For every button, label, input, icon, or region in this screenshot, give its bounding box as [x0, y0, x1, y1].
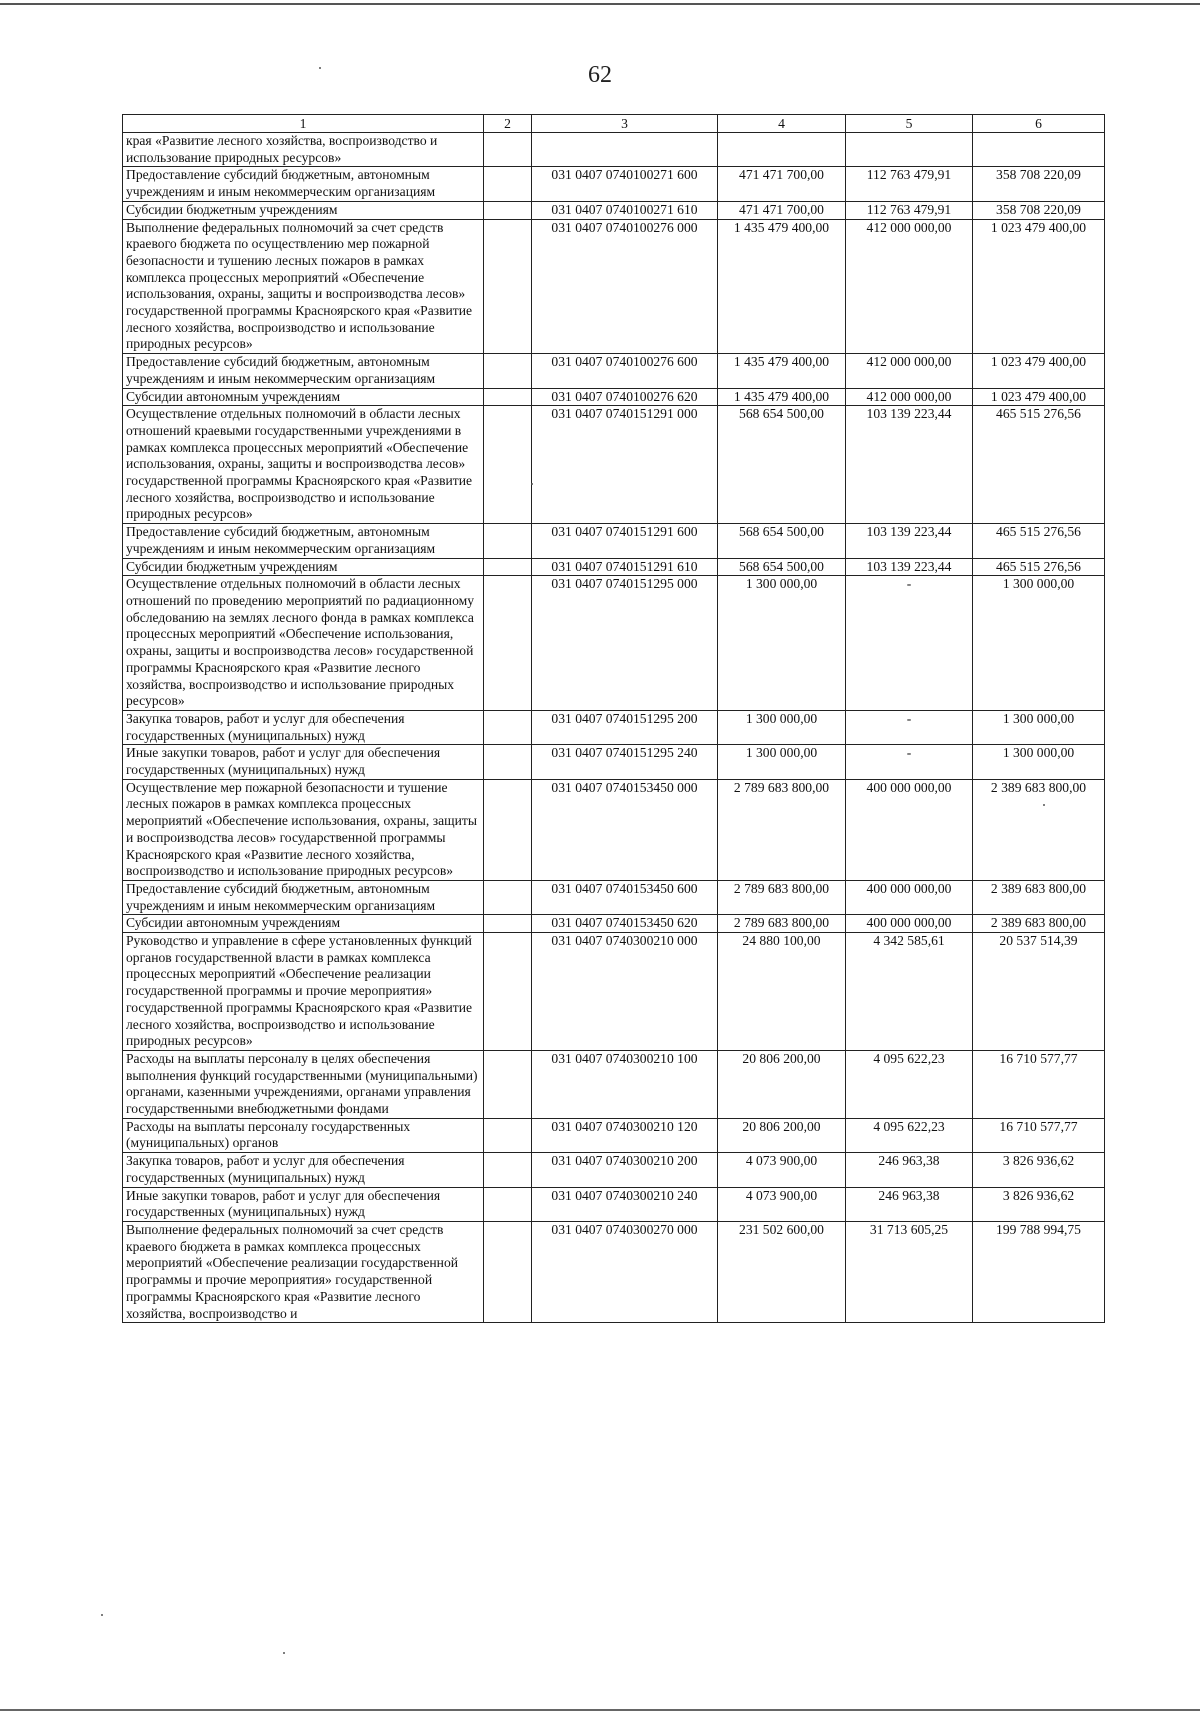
row-executed-amount-cell: 4 095 622,23 [846, 1050, 973, 1118]
row-col2-cell [484, 880, 532, 914]
table-row [123, 710, 1105, 744]
table-row [123, 354, 1105, 388]
row-plan-amount-cell [718, 133, 846, 167]
row-executed-amount-cell: - [846, 576, 973, 711]
row-name-cell: края «Развитие лесного хозяйства, воспроизводство и использование природных ресурсов» [123, 133, 484, 167]
table-row [123, 524, 1105, 558]
table-row [123, 1050, 1105, 1118]
table-row [123, 1187, 1105, 1221]
row-name-cell: Руководство и управление в сфере установленных функций органов государственной власти в рамках комплекса процессных мероприятий «Обеспечение реализации государственной программы и прочие мероприятия» государственной программы Красноярского края «Развитие лесного хозяйства, воспроизводство и использование природных ресурсов» [123, 933, 484, 1051]
scan-speck [283, 1652, 285, 1654]
table-row [123, 167, 1105, 201]
row-executed-amount-cell: 103 139 223,44 [846, 524, 973, 558]
row-name-cell: Выполнение федеральных полномочий за счет средств краевого бюджета в рамках комплекса процессных мероприятий «Обеспечение реализации государственной программы и прочие мероприятия» государственной программы Красноярского края «Развитие лесного хозяйства, воспроизводство и [123, 1222, 484, 1323]
table-row [123, 1153, 1105, 1187]
row-col2-cell [484, 745, 532, 779]
row-col2-cell [484, 558, 532, 576]
row-code-cell: 031 0407 0740300210 000 [532, 933, 718, 1051]
row-col2-cell [484, 1187, 532, 1221]
row-plan-amount-cell: 4 073 900,00 [718, 1153, 846, 1187]
table-row [123, 933, 1105, 1051]
row-col2-cell [484, 915, 532, 933]
row-code-cell: 031 0407 0740100276 000 [532, 219, 718, 354]
row-code-cell: 031 0407 0740300210 240 [532, 1187, 718, 1221]
row-col2-cell [484, 710, 532, 744]
table-row [123, 915, 1105, 933]
row-code-cell: 031 0407 0740151295 000 [532, 576, 718, 711]
row-code-cell: 031 0407 0740151291 000 [532, 406, 718, 524]
row-remaining-amount-cell: 1 300 000,00 [973, 745, 1105, 779]
row-name-cell: Иные закупки товаров, работ и услуг для обеспечения государственных (муниципальных) нужд [123, 1187, 484, 1221]
row-plan-amount-cell: 471 471 700,00 [718, 167, 846, 201]
table-body [123, 133, 1105, 1323]
scan-speck [101, 1614, 103, 1616]
row-name-cell: Осуществление отдельных полномочий в области лесных отношений по проведению мероприятий по радиационному обследованию на землях лесного фонда в рамках комплекса процессных мероприятий «Обеспечение использования, охраны, защиты и воспроизводства лесов» государственной программы Красноярского края «Развитие лесного хозяйства, воспроизводство и использование природных ресурсов» [123, 576, 484, 711]
row-remaining-amount-cell: 2 389 683 800,00 [973, 915, 1105, 933]
scan-speck [319, 67, 321, 69]
row-plan-amount-cell: 568 654 500,00 [718, 524, 846, 558]
scan-speck [531, 483, 533, 485]
row-col2-cell [484, 524, 532, 558]
budget-table [122, 114, 1105, 1323]
table-row [123, 133, 1105, 167]
budget-table-container [122, 114, 1105, 1323]
row-name-cell: Предоставление субсидий бюджетным, автономным учреждениям и иным некоммерческим организациям [123, 524, 484, 558]
page-number: 62 [588, 62, 612, 88]
row-name-cell: Предоставление субсидий бюджетным, автономным учреждениям и иным некоммерческим организациям [123, 167, 484, 201]
row-plan-amount-cell: 471 471 700,00 [718, 201, 846, 219]
row-name-cell: Субсидии бюджетным учреждениям [123, 201, 484, 219]
row-name-cell: Субсидии автономным учреждениям [123, 915, 484, 933]
row-plan-amount-cell: 24 880 100,00 [718, 933, 846, 1051]
row-executed-amount-cell: 412 000 000,00 [846, 219, 973, 354]
row-remaining-amount-cell: 20 537 514,39 [973, 933, 1105, 1051]
row-plan-amount-cell: 568 654 500,00 [718, 406, 846, 524]
row-code-cell: 031 0407 0740153450 620 [532, 915, 718, 933]
row-col2-cell [484, 354, 532, 388]
row-remaining-amount-cell: 358 708 220,09 [973, 201, 1105, 219]
column-header-6: 6 [973, 115, 1105, 133]
row-remaining-amount-cell [973, 133, 1105, 167]
row-col2-cell [484, 201, 532, 219]
row-plan-amount-cell: 4 073 900,00 [718, 1187, 846, 1221]
row-plan-amount-cell: 568 654 500,00 [718, 558, 846, 576]
row-plan-amount-cell: 1 300 000,00 [718, 710, 846, 744]
scan-speck [1043, 804, 1045, 806]
row-name-cell: Субсидии бюджетным учреждениям [123, 558, 484, 576]
row-executed-amount-cell: 400 000 000,00 [846, 880, 973, 914]
column-header-1: 1 [123, 115, 484, 133]
row-col2-cell [484, 576, 532, 711]
row-col2-cell [484, 219, 532, 354]
row-col2-cell [484, 167, 532, 201]
top-scan-edge [0, 3, 1200, 5]
table-row [123, 1118, 1105, 1152]
row-code-cell: 031 0407 0740151291 600 [532, 524, 718, 558]
row-plan-amount-cell: 1 435 479 400,00 [718, 219, 846, 354]
row-code-cell: 031 0407 0740153450 600 [532, 880, 718, 914]
row-remaining-amount-cell: 2 389 683 800,00 [973, 779, 1105, 880]
row-code-cell: 031 0407 0740153450 000 [532, 779, 718, 880]
row-executed-amount-cell: 112 763 479,91 [846, 201, 973, 219]
row-col2-cell [484, 406, 532, 524]
row-executed-amount-cell: 4 095 622,23 [846, 1118, 973, 1152]
row-executed-amount-cell: 112 763 479,91 [846, 167, 973, 201]
row-executed-amount-cell: 4 342 585,61 [846, 933, 973, 1051]
row-executed-amount-cell: - [846, 710, 973, 744]
row-executed-amount-cell: 31 713 605,25 [846, 1222, 973, 1323]
row-remaining-amount-cell: 1 300 000,00 [973, 576, 1105, 711]
row-col2-cell [484, 1222, 532, 1323]
row-code-cell: 031 0407 0740151295 240 [532, 745, 718, 779]
row-remaining-amount-cell: 358 708 220,09 [973, 167, 1105, 201]
row-col2-cell [484, 1118, 532, 1152]
column-header-3: 3 [532, 115, 718, 133]
row-remaining-amount-cell: 1 300 000,00 [973, 710, 1105, 744]
row-remaining-amount-cell: 16 710 577,77 [973, 1050, 1105, 1118]
row-executed-amount-cell: - [846, 745, 973, 779]
row-plan-amount-cell: 1 300 000,00 [718, 576, 846, 711]
row-code-cell: 031 0407 0740100271 610 [532, 201, 718, 219]
row-executed-amount-cell: 412 000 000,00 [846, 354, 973, 388]
row-col2-cell [484, 133, 532, 167]
row-executed-amount-cell: 103 139 223,44 [846, 558, 973, 576]
row-plan-amount-cell: 20 806 200,00 [718, 1050, 846, 1118]
table-row [123, 219, 1105, 354]
row-code-cell: 031 0407 0740300210 200 [532, 1153, 718, 1187]
row-code-cell: 031 0407 0740151295 200 [532, 710, 718, 744]
bottom-scan-edge [0, 1709, 1200, 1711]
table-row [123, 406, 1105, 524]
row-executed-amount-cell: 400 000 000,00 [846, 779, 973, 880]
row-code-cell [532, 133, 718, 167]
row-name-cell: Предоставление субсидий бюджетным, автономным учреждениям и иным некоммерческим организациям [123, 354, 484, 388]
row-name-cell: Расходы на выплаты персоналу в целях обеспечения выполнения функций государственными (муниципальными) органами, казенными учреждениями, органами управления государственными внебюджетными фондами [123, 1050, 484, 1118]
row-col2-cell [484, 1153, 532, 1187]
row-name-cell: Иные закупки товаров, работ и услуг для обеспечения государственных (муниципальных) нужд [123, 745, 484, 779]
column-header-2: 2 [484, 115, 532, 133]
row-remaining-amount-cell: 465 515 276,56 [973, 406, 1105, 524]
table-row [123, 576, 1105, 711]
row-remaining-amount-cell: 1 023 479 400,00 [973, 354, 1105, 388]
table-row [123, 880, 1105, 914]
table-header-row [123, 115, 1105, 133]
row-plan-amount-cell: 20 806 200,00 [718, 1118, 846, 1152]
row-executed-amount-cell: 103 139 223,44 [846, 406, 973, 524]
row-remaining-amount-cell: 3 826 936,62 [973, 1187, 1105, 1221]
row-name-cell: Субсидии автономным учреждениям [123, 388, 484, 406]
column-header-5: 5 [846, 115, 973, 133]
row-code-cell: 031 0407 0740300210 120 [532, 1118, 718, 1152]
table-row [123, 1222, 1105, 1323]
row-col2-cell [484, 933, 532, 1051]
row-name-cell: Закупка товаров, работ и услуг для обеспечения государственных (муниципальных) нужд [123, 710, 484, 744]
row-col2-cell [484, 388, 532, 406]
table-row [123, 558, 1105, 576]
row-code-cell: 031 0407 0740300210 100 [532, 1050, 718, 1118]
row-plan-amount-cell: 1 300 000,00 [718, 745, 846, 779]
row-name-cell: Осуществление мер пожарной безопасности и тушение лесных пожаров в рамках комплекса процессных мероприятий «Обеспечение использования, охраны, защиты и воспроизводства лесов» государственной программы Красноярского края «Развитие лесного хозяйства, воспроизводство и использование природных ресурсов» [123, 779, 484, 880]
row-col2-cell [484, 779, 532, 880]
row-code-cell: 031 0407 0740100276 620 [532, 388, 718, 406]
row-plan-amount-cell: 1 435 479 400,00 [718, 388, 846, 406]
row-name-cell: Выполнение федеральных полномочий за счет средств краевого бюджета по осуществлению мер пожарной безопасности и тушению лесных пожаров в рамках комплекса процессных мероприятий «Обеспечение использования, охраны, защиты и воспроизводства лесов» государственной программы Красноярского края «Развитие лесного хозяйства, воспроизводство и использование природных ресурсов» [123, 219, 484, 354]
row-remaining-amount-cell: 465 515 276,56 [973, 558, 1105, 576]
table-row [123, 201, 1105, 219]
column-header-4: 4 [718, 115, 846, 133]
row-remaining-amount-cell: 1 023 479 400,00 [973, 219, 1105, 354]
row-remaining-amount-cell: 2 389 683 800,00 [973, 880, 1105, 914]
row-code-cell: 031 0407 0740300270 000 [532, 1222, 718, 1323]
row-plan-amount-cell: 2 789 683 800,00 [718, 915, 846, 933]
row-plan-amount-cell: 2 789 683 800,00 [718, 779, 846, 880]
row-code-cell: 031 0407 0740100276 600 [532, 354, 718, 388]
row-remaining-amount-cell: 1 023 479 400,00 [973, 388, 1105, 406]
row-name-cell: Осуществление отдельных полномочий в области лесных отношений краевыми государственными учреждениями в рамках комплекса процессных мероприятий «Обеспечение использования, охраны, защиты и воспроизводства лесов» государственной программы Красноярского края «Развитие лесного хозяйства, воспроизводство и использование природных ресурсов» [123, 406, 484, 524]
row-name-cell: Предоставление субсидий бюджетным, автономным учреждениям и иным некоммерческим организациям [123, 880, 484, 914]
table-row [123, 745, 1105, 779]
row-plan-amount-cell: 231 502 600,00 [718, 1222, 846, 1323]
row-col2-cell [484, 1050, 532, 1118]
row-remaining-amount-cell: 199 788 994,75 [973, 1222, 1105, 1323]
row-executed-amount-cell: 246 963,38 [846, 1153, 973, 1187]
table-row [123, 779, 1105, 880]
row-remaining-amount-cell: 16 710 577,77 [973, 1118, 1105, 1152]
row-name-cell: Расходы на выплаты персоналу государственных (муниципальных) органов [123, 1118, 484, 1152]
row-executed-amount-cell: 400 000 000,00 [846, 915, 973, 933]
table-row [123, 388, 1105, 406]
row-executed-amount-cell [846, 133, 973, 167]
row-name-cell: Закупка товаров, работ и услуг для обеспечения государственных (муниципальных) нужд [123, 1153, 484, 1187]
row-plan-amount-cell: 2 789 683 800,00 [718, 880, 846, 914]
row-executed-amount-cell: 246 963,38 [846, 1187, 973, 1221]
row-plan-amount-cell: 1 435 479 400,00 [718, 354, 846, 388]
row-remaining-amount-cell: 465 515 276,56 [973, 524, 1105, 558]
row-code-cell: 031 0407 0740151291 610 [532, 558, 718, 576]
row-executed-amount-cell: 412 000 000,00 [846, 388, 973, 406]
row-code-cell: 031 0407 0740100271 600 [532, 167, 718, 201]
row-remaining-amount-cell: 3 826 936,62 [973, 1153, 1105, 1187]
